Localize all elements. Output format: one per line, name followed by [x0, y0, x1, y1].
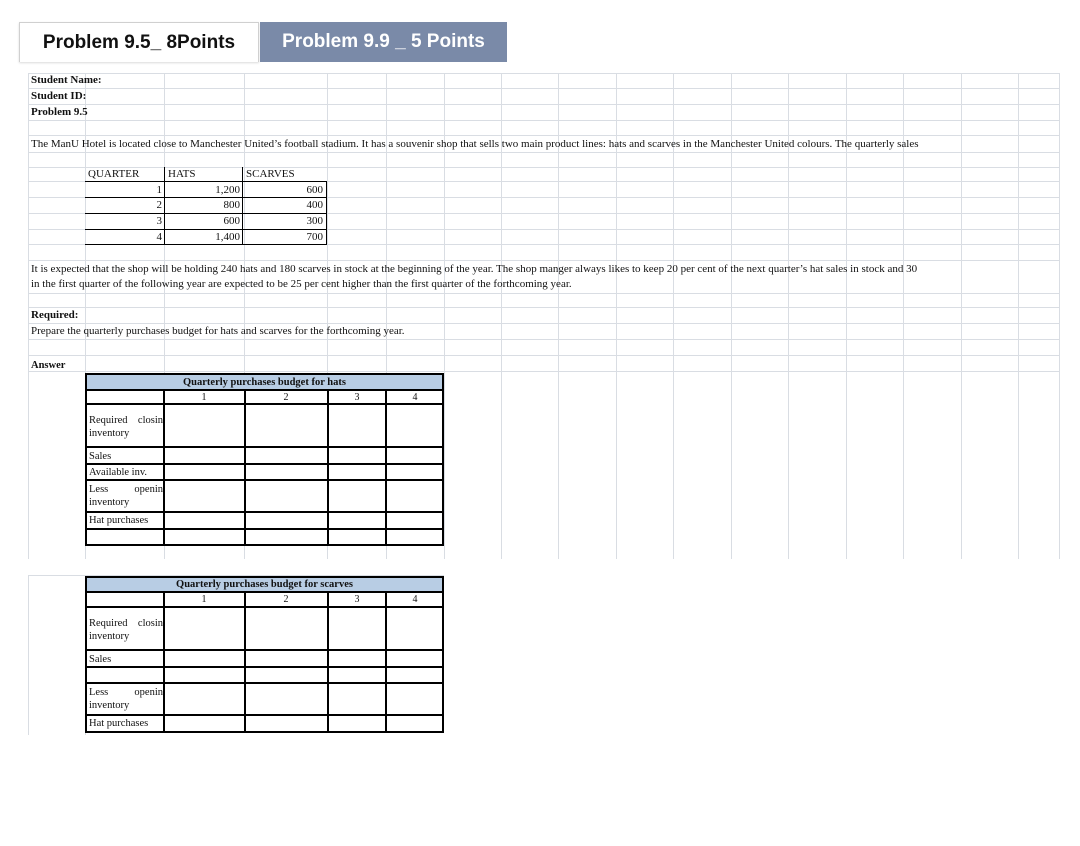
spreadsheet-grid-scarves[interactable]	[28, 575, 444, 735]
problem-label: Problem 9.5	[31, 106, 88, 118]
gridline	[28, 73, 29, 559]
hats-budget-title: Quarterly purchases budget for hats	[85, 373, 444, 391]
table-row: 1	[156, 184, 162, 196]
row-label-less-opening: Less openin inventory	[89, 484, 163, 508]
col-header-quarter: QUARTER	[88, 168, 140, 180]
gridline	[28, 355, 1060, 356]
table-cell: 300	[306, 215, 323, 227]
table-row: 2	[156, 199, 162, 211]
scarves-budget-title: Quarterly purchases budget for scarves	[85, 576, 444, 593]
tab-problem-9-5[interactable]: Problem 9.5_ 8Points	[19, 22, 259, 62]
row-label-less-opening: Less openin inventory	[89, 687, 163, 711]
table-cell: 400	[306, 199, 323, 211]
row-label-hat-purchases: Hat purchases	[89, 515, 149, 526]
quarter-header: 4	[412, 594, 418, 605]
gridline	[28, 104, 1060, 105]
gridline	[28, 88, 1060, 89]
table-cell: 700	[306, 231, 323, 243]
gridline	[961, 73, 962, 559]
required-text: Prepare the quarterly purchases budget for hats and scarves for the forthcoming year.	[31, 325, 405, 337]
quarter-header: 1	[201, 392, 207, 403]
quarter-header: 1	[201, 594, 207, 605]
student-id-label: Student ID:	[31, 90, 87, 102]
gridline	[28, 152, 1060, 153]
col-header-scarves: SCARVES	[246, 168, 295, 180]
quarter-header: 4	[412, 392, 418, 403]
table-cell: 600	[306, 184, 323, 196]
student-name-label: Student Name:	[31, 74, 102, 86]
required-label: Required:	[31, 309, 79, 321]
quarter-header: 3	[354, 594, 360, 605]
quarter-header: 2	[283, 594, 289, 605]
table-cell: 1,200	[215, 184, 240, 196]
gridline	[28, 323, 1060, 324]
row-label-hat-purchases: Hat purchases	[89, 718, 149, 729]
table-cell: 800	[223, 199, 240, 211]
quarter-header: 3	[354, 392, 360, 403]
table-row: 3	[156, 215, 162, 227]
gridline	[1018, 73, 1019, 559]
row-label-sales: Sales	[89, 451, 112, 462]
gridline	[28, 371, 1060, 372]
quarter-header: 2	[283, 392, 289, 403]
gridline	[28, 135, 1060, 136]
gridline	[28, 260, 1060, 261]
row-label-available-inventory: Available inv.	[89, 467, 148, 478]
paragraph-line-2: in the first quarter of the following year are expected to be 25 per cent higher than the first quarter of the forthcoming year.	[31, 278, 572, 290]
row-label-required-closing: Required closin inventory	[89, 415, 163, 439]
gridline	[1059, 73, 1060, 559]
gridline	[28, 307, 1060, 308]
spreadsheet-grid[interactable]	[28, 73, 1060, 559]
gridline	[28, 575, 29, 735]
row-label-required-closing: Required closin inventory	[89, 618, 163, 642]
row-label-sales: Sales	[89, 654, 112, 665]
gridline	[28, 120, 1060, 121]
gridline	[28, 73, 1060, 74]
tab-problem-9-9[interactable]: Problem 9.9 _ 5 Points	[260, 22, 507, 62]
col-header-hats: HATS	[168, 168, 196, 180]
gridline	[28, 293, 1060, 294]
paragraph-line-1: It is expected that the shop will be holding 240 hats and 180 scarves in stock at the beginning of the year. The shop manger always likes to keep 20 per cent of the next quarter’s hat sales in stock and 30	[31, 263, 918, 275]
table-cell: 600	[223, 215, 240, 227]
answer-label: Answer	[31, 360, 66, 371]
table-cell: 1,400	[215, 231, 240, 243]
gridline	[28, 339, 1060, 340]
table-row: 4	[156, 231, 162, 243]
intro-text: The ManU Hotel is located close to Manchester United’s football stadium. It has a souvenir shop that sells two main product lines: hats and scarves in the Manchester United colours. The quarterly sales	[31, 138, 919, 150]
